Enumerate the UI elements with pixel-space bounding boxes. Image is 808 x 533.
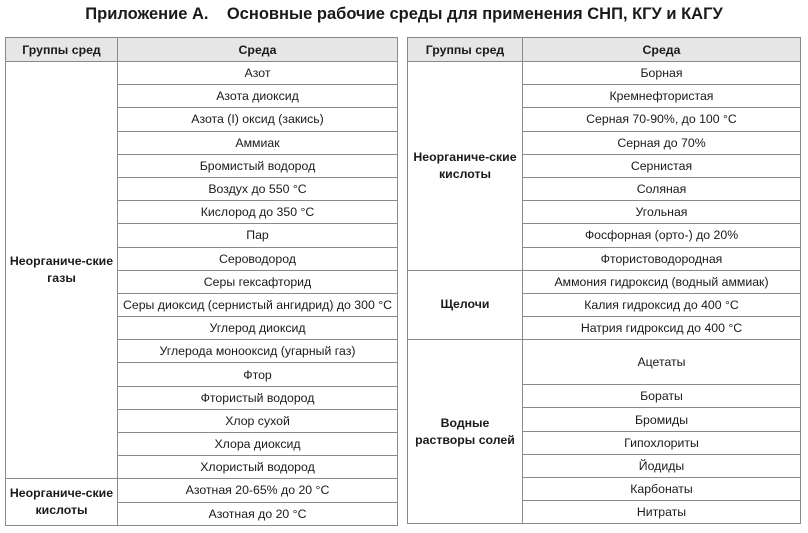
group-name-cell: Водные растворы солей: [408, 340, 523, 524]
environment-cell: Фосфорная (орто-) до 20%: [523, 224, 801, 247]
group-column-header: Группы сред: [6, 38, 118, 62]
environment-cell: Кремнефтористая: [523, 85, 801, 108]
right-media-table: [407, 37, 801, 524]
environment-cell: Борная: [523, 62, 801, 85]
environment-cell: Калия гидроксид до 400 °С: [523, 293, 801, 316]
group-name-cell: Неорганиче-ские кислоты: [408, 62, 523, 271]
environment-cell: Углерода монооксид (угарный газ): [118, 340, 398, 363]
table-row: [6, 62, 398, 85]
environment-cell: Серы диоксид (сернистый ангидрид) до 300 °С: [118, 293, 398, 316]
table-row: [408, 270, 801, 293]
left-media-table: [5, 37, 398, 526]
environment-cell: Азота (I) оксид (закись): [118, 108, 398, 131]
environment-cell: Серная до 70%: [523, 131, 801, 154]
environment-cell: Сернистая: [523, 154, 801, 177]
table-row: [408, 62, 801, 85]
header-row: [6, 38, 398, 62]
environment-column-header: Среда: [523, 38, 801, 62]
page-title: Приложение А. Основные рабочие среды для применения СНП, КГУ и КАГУ: [85, 5, 723, 23]
environment-cell: Натрия гидроксид до 400 °С: [523, 317, 801, 340]
environment-cell: Гипохлориты: [523, 431, 801, 454]
environment-cell: Угольная: [523, 201, 801, 224]
environment-cell: Фтористый водород: [118, 386, 398, 409]
environment-cell: Азота диоксид: [118, 85, 398, 108]
group-name-cell: Неорганиче-ские газы: [6, 62, 118, 479]
table-row: [6, 479, 398, 502]
environment-cell: Бромиды: [523, 408, 801, 431]
environment-cell: Хлор сухой: [118, 409, 398, 432]
environment-cell: Карбонаты: [523, 478, 801, 501]
environment-cell: Аммиак: [118, 131, 398, 154]
environment-cell: Азотная 20-65% до 20 °С: [118, 479, 398, 502]
group-column-header: Группы сред: [408, 38, 523, 62]
environment-cell: Серная 70-90%, до 100 °С: [523, 108, 801, 131]
environment-cell: Бромистый водород: [118, 154, 398, 177]
environment-cell: Хлора диоксид: [118, 433, 398, 456]
environment-cell: Бораты: [523, 385, 801, 408]
environment-cell: Сероводород: [118, 247, 398, 270]
environment-cell: Азот: [118, 62, 398, 85]
table-row: [408, 340, 801, 385]
environment-cell: Хлористый водород: [118, 456, 398, 479]
environment-cell: Соляная: [523, 177, 801, 200]
group-name-cell: Щелочи: [408, 270, 523, 340]
environment-column-header: Среда: [118, 38, 398, 62]
environment-cell: Фтор: [118, 363, 398, 386]
environment-cell: Ацетаты: [523, 340, 801, 385]
environment-cell: Пар: [118, 224, 398, 247]
environment-cell: Воздух до 550 °С: [118, 177, 398, 200]
environment-cell: Серы гексафторид: [118, 270, 398, 293]
header-row: [408, 38, 801, 62]
environment-cell: Азотная до 20 °С: [118, 502, 398, 525]
environment-cell: Йодиды: [523, 454, 801, 477]
environment-cell: Нитраты: [523, 501, 801, 524]
environment-cell: Аммония гидроксид (водный аммиак): [523, 270, 801, 293]
group-name-cell: Неорганиче-ские кислоты: [6, 479, 118, 525]
environment-cell: Фтористоводородная: [523, 247, 801, 270]
environment-cell: Кислород до 350 °С: [118, 201, 398, 224]
environment-cell: Углерод диоксид: [118, 317, 398, 340]
